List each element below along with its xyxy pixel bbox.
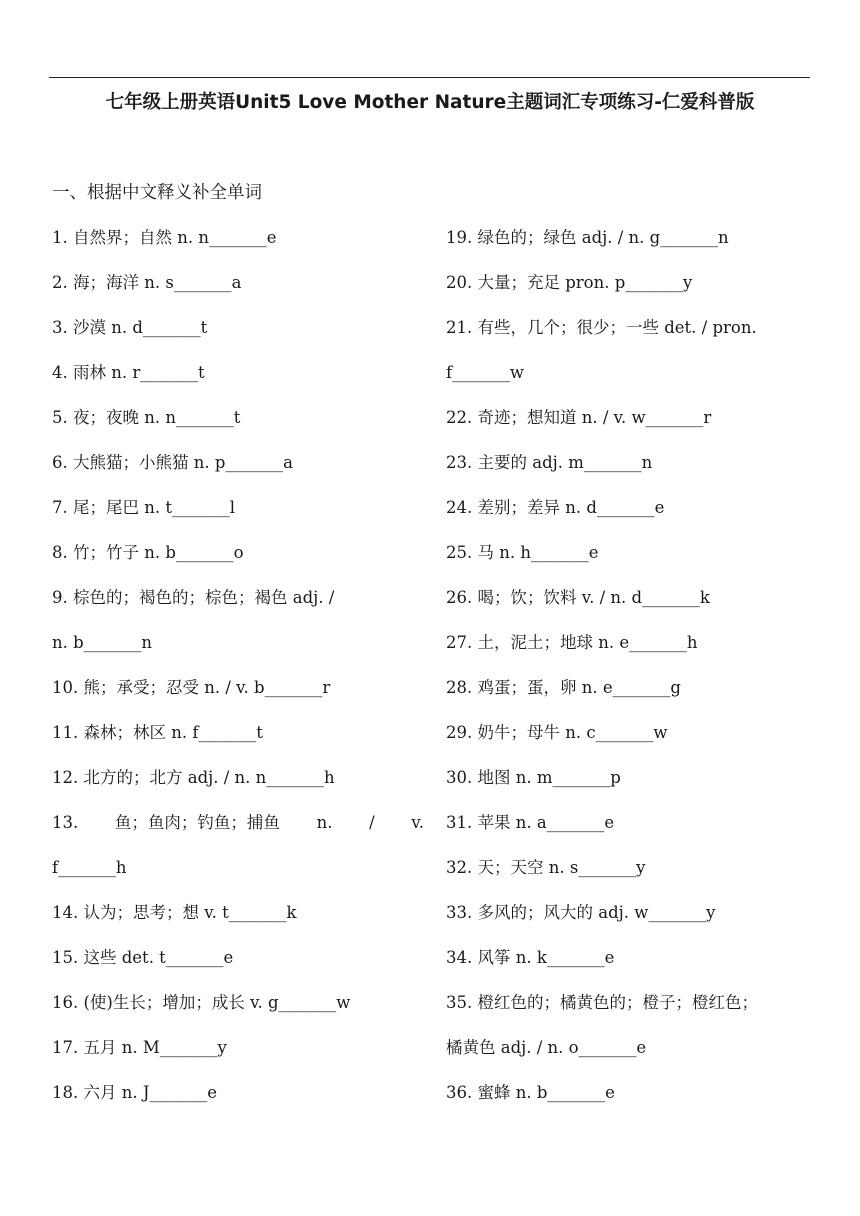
slash: /: [369, 813, 375, 832]
question-line: 3. 沙漠 n. d_______t: [52, 318, 208, 337]
part-of-speech: n.: [316, 813, 333, 832]
question-line: 15. 这些 det. t_______e: [52, 948, 234, 967]
question-line: 34. 风筝 n. k_______e: [446, 948, 615, 967]
document-title: 七年级上册英语Unit5 Love Mother Nature主题词汇专项练习-仁爱科普版: [105, 92, 755, 113]
question-line: 30. 地图 n. m_______p: [446, 768, 621, 787]
left-question-column: [52, 222, 424, 1122]
question-line: 23. 主要的 adj. m_______n: [446, 453, 653, 472]
question-line: 8. 竹；竹子 n. b_______o: [52, 543, 244, 562]
question-line: 5. 夜；夜晚 n. n_______t: [52, 408, 241, 427]
question-line: 10. 熊；承受；忍受 n. / v. b_______r: [52, 678, 331, 697]
question-line: 4. 雨林 n. r_______t: [52, 363, 205, 382]
question-line: 2. 海；海洋 n. s_______a: [52, 273, 242, 292]
question-line: 1. 自然界；自然 n. n_______e: [52, 228, 277, 247]
right-question-column: [446, 222, 818, 1122]
question-line: 28. 鸡蛋；蛋，卵 n. e_______g: [446, 678, 681, 697]
question-line: 35. 橙红色的；橘黄色的；橙子；橙红色；: [446, 993, 758, 1012]
question-line-continuation: f_______h: [52, 858, 127, 877]
question-line: 31. 苹果 n. a_______e: [446, 813, 615, 832]
question-line: 11. 森林；林区 n. f_______t: [52, 723, 263, 742]
question-line: 18. 六月 n. J_______e: [52, 1083, 217, 1102]
question-line: 32. 天；天空 n. s_______y: [446, 858, 646, 877]
question-line: 36. 蜜蜂 n. b_______e: [446, 1083, 615, 1102]
question-line: 20. 大量；充足 pron. p_______y: [446, 273, 693, 292]
question-number: 13.: [52, 813, 79, 832]
header-rule: [49, 77, 810, 78]
question-line: 21. 有些，几个；很少；一些 det. / pron.: [446, 318, 757, 337]
question-line: 17. 五月 n. M_______y: [52, 1038, 227, 1057]
section-heading: 一、根据中文释义补全单词: [52, 183, 262, 203]
question-line-continuation: n. b_______n: [52, 633, 153, 652]
question-line: 14. 认为；思考；想 v. t_______k: [52, 903, 297, 922]
part-of-speech: v.: [411, 813, 424, 832]
question-line: 7. 尾；尾巴 n. t_______l: [52, 498, 236, 517]
question-line: 16. (使)生长；增加；成长 v. g_______w: [52, 993, 351, 1012]
question-line: 33. 多风的；风大的 adj. w_______y: [446, 903, 716, 922]
question-line: 25. 马 n. h_______e: [446, 543, 599, 562]
question-line: 12. 北方的；北方 adj. / n. n_______h: [52, 768, 335, 787]
question-line: [52, 807, 424, 852]
question-line: 26. 喝；饮；饮料 v. / n. d_______k: [446, 588, 710, 607]
question-line: 27. 土，泥土；地球 n. e_______h: [446, 633, 698, 652]
question-line: 29. 奶牛；母牛 n. c_______w: [446, 723, 668, 742]
question-meaning: 鱼；鱼肉；钓鱼；捕鱼: [114, 813, 280, 832]
question-line-continuation: f_______w: [446, 363, 524, 382]
question-line: 9. 棕色的；褐色的；棕色；褐色 adj. /: [52, 588, 335, 607]
question-line: 6. 大熊猫；小熊猫 n. p_______a: [52, 453, 293, 472]
question-line: 19. 绿色的；绿色 adj. / n. g_______n: [446, 228, 729, 247]
question-line: 22. 奇迹；想知道 n. / v. w_______r: [446, 408, 712, 427]
question-line: 24. 差别；差异 n. d_______e: [446, 498, 665, 517]
question-line-continuation: 橘黄色 adj. / n. o_______e: [446, 1038, 647, 1057]
